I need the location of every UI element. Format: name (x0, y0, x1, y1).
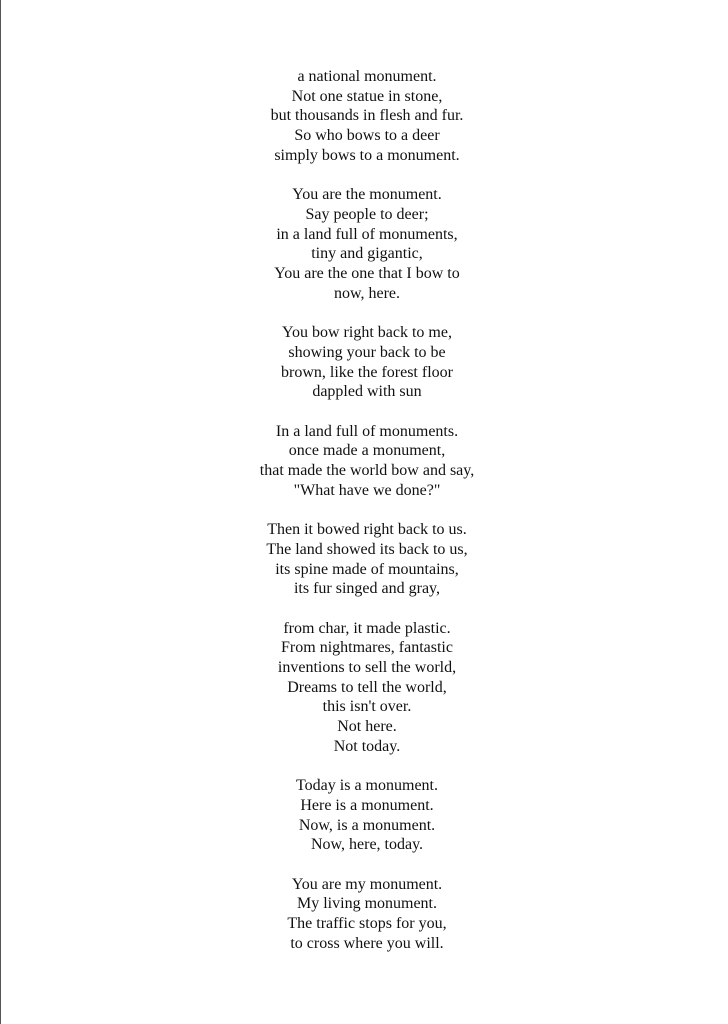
poem-line: Not here. (337, 718, 397, 736)
poem-line: Not today. (333, 737, 401, 755)
poem-line: that made the world bow and say, (259, 462, 475, 480)
poem-line: You bow right back to me, (282, 324, 452, 342)
poem-line: once made a monument, (288, 442, 446, 460)
poem-line: showing your back to be (288, 343, 446, 361)
poem-line: now, here. (333, 284, 401, 302)
poem-line: You are the one that I bow to (274, 265, 460, 283)
poem-line: a national monument. (297, 68, 437, 85)
poem-line: its fur singed and gray, (293, 580, 441, 598)
poem-line: From nightmares, fantastic (281, 639, 453, 657)
poem-line: My living monument. (297, 895, 437, 913)
stanza-6 (1, 619, 728, 757)
poem-line: from char, it made plastic. (283, 619, 451, 637)
stanza-7 (1, 776, 728, 855)
stanza-3 (1, 323, 728, 402)
poem-line: simply bows to a monument. (274, 146, 460, 164)
poem-line: Dreams to tell the world, (287, 678, 447, 696)
stanza-5 (1, 520, 728, 599)
stanza-1 (1, 67, 728, 166)
poem-line: dappled with sun (312, 383, 422, 401)
poem-line: but thousands in flesh and fur. (270, 107, 464, 125)
poem-line: In a land full of monuments. (275, 422, 459, 440)
poem-line: Now, is a monument. (298, 816, 436, 834)
poem-line: Then it bowed right back to us. (267, 521, 467, 539)
poem-line: in a land full of monuments, (276, 225, 458, 243)
poem-line: Here is a monument. (300, 796, 434, 814)
poem-line: brown, like the forest floor (281, 363, 453, 381)
poem-line: Now, here, today. (310, 836, 424, 854)
poem-line: inventions to sell the world, (277, 659, 457, 677)
poem-body (1, 67, 728, 973)
poem-line: Say people to deer; (305, 205, 429, 223)
poem-line: The traffic stops for you, (287, 915, 447, 933)
poem-line: So who bows to a deer (294, 127, 440, 145)
poem-line: Today is a monument. (296, 777, 438, 795)
poem-line: The land showed its back to us, (266, 540, 468, 558)
poem-line: its spine made of mountains, (275, 560, 459, 578)
poem-line: "What have we done?" (293, 481, 441, 499)
stanza-4 (1, 422, 728, 501)
poem-line: You are the monument. (292, 186, 442, 204)
stanza-8 (1, 875, 728, 954)
poem-line: tiny and gigantic, (311, 245, 423, 263)
poem-line: this isn't over. (322, 698, 412, 716)
stanza-2 (1, 185, 728, 303)
poem-line: to cross where you will. (290, 934, 444, 952)
poem-line: You are my monument. (291, 875, 443, 893)
poem-line: Not one statue in stone, (291, 87, 443, 105)
